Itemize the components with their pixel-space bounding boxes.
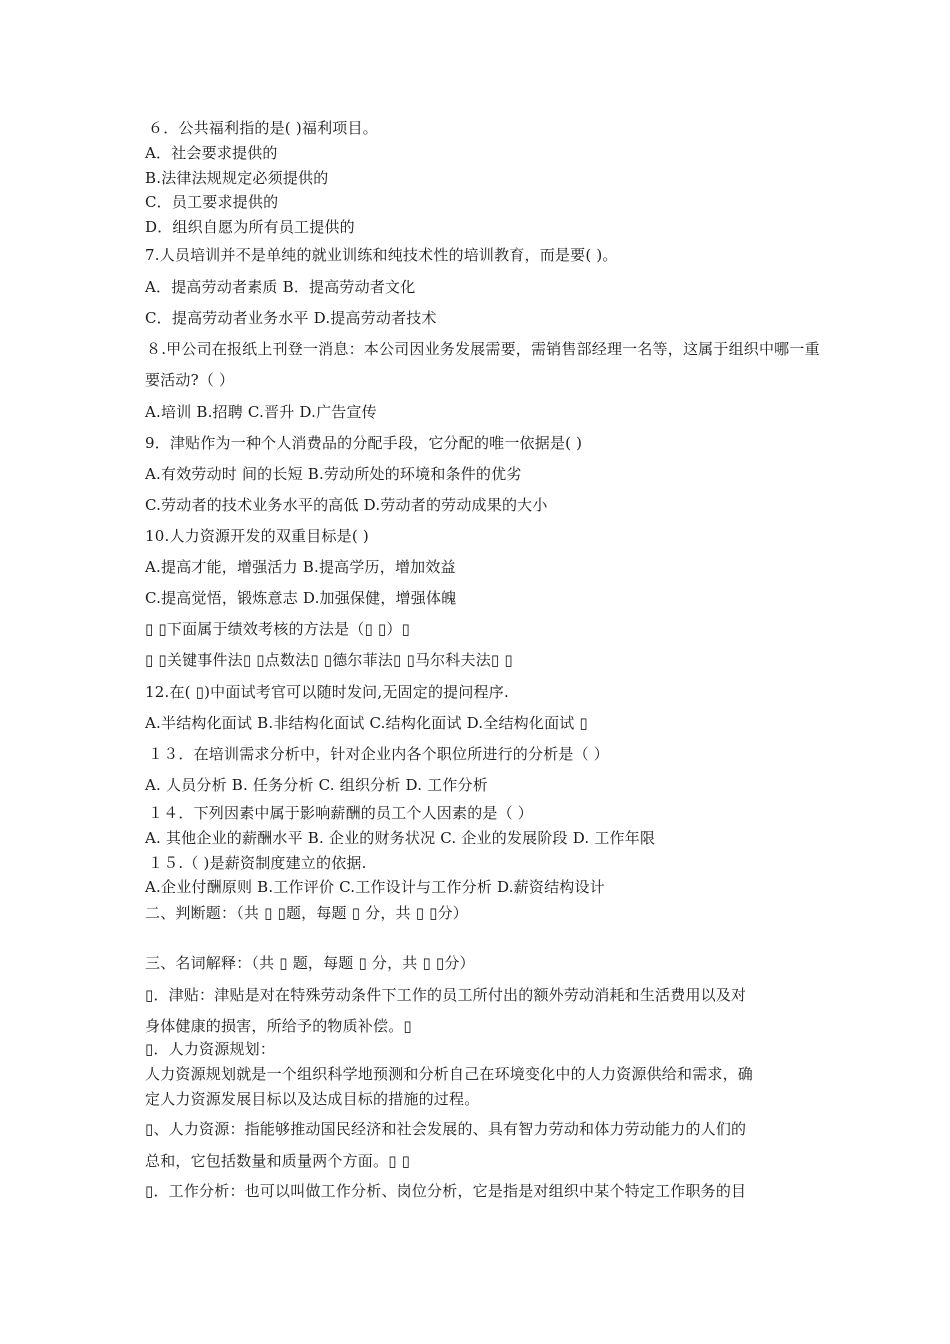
- question-11: ▯ ▯下面属于绩效考核的方法是（▯ ▯）▯: [145, 620, 411, 638]
- question-14: １４．下列因素中属于影响薪酬的员工个人因素的是（ ）: [148, 804, 533, 822]
- question-6: ６．公共福利指的是( )福利项目。: [148, 119, 378, 137]
- term-2-definition: 人力资源规划就是一个组织科学地预测和分析自己在环境变化中的人力资源供给和需求，确: [145, 1065, 754, 1083]
- q10-options-cd: C.提高觉悟，锻炼意志 D.加强保健，增强体魄: [145, 589, 457, 607]
- term-2-definition-cont: 定人力资源发展目标以及达成目标的措施的过程。: [145, 1090, 480, 1108]
- question-13: １３．在培训需求分析中，针对企业内各个职位所进行的分析是（ ）: [148, 745, 609, 763]
- term-4-job-analysis: ▯．工作分析：也可以叫做工作分析、岗位分析，它是指是对组织中某个特定工作职务的目: [145, 1182, 747, 1200]
- question-9: 9．津贴作为一种个人消费品的分配手段，它分配的唯一依据是( ): [145, 434, 583, 452]
- q6-option-c: C．员工要求提供的: [145, 193, 279, 211]
- q6-option-d: D．组织自愿为所有员工提供的: [145, 218, 355, 236]
- question-7: 7.人员培训并不是单纯的就业训练和纯技术性的培训教育，而是要( )。: [145, 246, 618, 264]
- q15-options: A.企业付酬原则 B.工作评价 C.工作设计与工作分析 D.薪资结构设计: [145, 878, 605, 896]
- q11-options: ▯ ▯关键事件法▯ ▯点数法▯ ▯德尔菲法▯ ▯马尔科夫法▯ ▯: [145, 651, 513, 669]
- q12-options: A.半结构化面试 B.非结构化面试 C.结构化面试 D.全结构化面试 ▯: [145, 714, 588, 732]
- term-1-allowance-cont: 身体健康的损害，所给予的物质补偿。▯: [145, 1017, 412, 1035]
- question-8: ８.甲公司在报纸上刊登一消息：本公司因业务发展需要，需销售部经理一名等，这属于组织中哪一重: [146, 340, 820, 358]
- term-3-hr: ▯、人力资源：指能够推动国民经济和社会发展的、具有智力劳动和体力劳动能力的人们的: [145, 1120, 747, 1138]
- question-10: 10.人力资源开发的双重目标是( ): [145, 527, 369, 545]
- term-1-allowance: ▯．津贴：津贴是对在特殊劳动条件下工作的员工所付出的额外劳动消耗和生活费用以及对: [145, 986, 747, 1004]
- q7-options-cd: C．提高劳动者业务水平 D.提高劳动者技术: [145, 309, 437, 327]
- question-15: １５.（ )是薪资制度建立的依据.: [148, 854, 367, 872]
- section-judgment-heading: 二、判断题：（共 ▯ ▯题，每题 ▯ 分，共 ▯ ▯分）: [145, 904, 468, 922]
- q10-options-ab: A.提高才能，增强活力 B.提高学历，增加效益: [145, 558, 456, 576]
- q9-options-ab: A.有效劳动时 间的长短 B.劳动所处的环境和条件的优劣: [145, 465, 522, 483]
- question-12: 12.在( ▯)中面试考官可以随时发问,无固定的提问程序.: [145, 683, 509, 701]
- question-8-cont: 要活动?（ ）: [145, 371, 235, 389]
- q6-option-a: A．社会要求提供的: [145, 144, 278, 162]
- q14-options: A. 其他企业的薪酬水平 B. 企业的财务状况 C. 企业的发展阶段 D. 工作年限: [145, 829, 656, 847]
- term-3-hr-cont: 总和，它包括数量和质量两个方面。▯ ▯: [145, 1152, 411, 1170]
- q9-options-cd: C.劳动者的技术业务水平的高低 D.劳动者的劳动成果的大小: [145, 496, 548, 514]
- q8-options: A.培训 B.招聘 C.晋升 D.广告宣传: [145, 403, 377, 421]
- section-terms-heading: 三、名词解释：（共 ▯ 题，每题 ▯ 分，共 ▯ ▯分）: [145, 954, 475, 972]
- q7-options-ab: A．提高劳动者素质 B．提高劳动者文化: [145, 278, 416, 296]
- q6-option-b: B.法律法规规定必须提供的: [145, 169, 329, 187]
- term-2-hr-planning: ▯．人力资源规划：: [145, 1040, 276, 1058]
- q13-options: A. 人员分析 B. 任务分析 C. 组织分析 D. 工作分析: [145, 776, 488, 794]
